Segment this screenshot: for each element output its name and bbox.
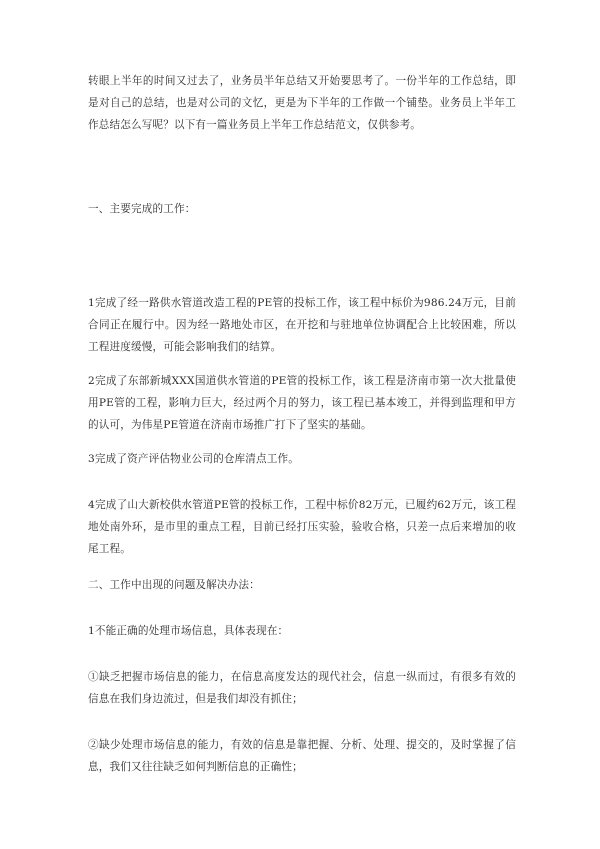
problem-subitem-1: ①缺乏把握市场信息的能力，在信息高度发达的现代社会，信息一纵而过，有很多有效的信息在我们身边流过，但是我们却没有抓住； bbox=[88, 671, 516, 705]
work-item-1: 1完成了经一路供水管道改造工程的PE管的投标工作，该工程中标价为986.24万元，目前合同正在履行中。因为经一路地处市区，在开挖和与驻地单位协调配合上比较困难，所以工程进度缓慢，可能会影响我们的结算。 bbox=[88, 297, 516, 353]
work-item-2: 2完成了东部新城XXX国道供水管道的PE管的投标工作，该工程是济南市第一次大批量使用PE管的工程，影响力巨大，经过两个月的努力，该工程已基本竣工，并得到监理和甲方的认可，为伟星PE管道在济南市场推广打下了坚实的基础。 bbox=[88, 375, 516, 431]
section-heading-problems: 二、工作中出现的问题及解决办法： bbox=[88, 579, 260, 591]
problem-subitem-2: ②缺少处理市场信息的能力，有效的信息是靠把握、分析、处理、提交的，及时掌握了信息，我们又往往缺乏如何判断信息的正确性； bbox=[88, 739, 516, 773]
work-item-4: 4完成了山大新校供水管道PE管的投标工作，工程中标价82万元，已履约62万元，该工程地处南外环，是市里的重点工程，目前已经打压实验，验收合格，只差一点后来增加的收尾工程。 bbox=[88, 499, 516, 555]
problem-item-1: 1不能正确的处理市场信息，具体表现在： bbox=[88, 625, 289, 637]
work-item-3: 3完成了资产评估物业公司的仓库清点工作。 bbox=[88, 453, 300, 465]
section-heading-main-work: 一、主要完成的工作： bbox=[88, 203, 196, 215]
intro-paragraph: 转眼上半年的时间又过去了，业务员半年总结又开始要思考了。一份半年的工作总结，即是对自己的总结，也是对公司的文忆，更是为下半年的工作做一个铺垫。业务员上半年工作总结怎么写呢？以下有一篇业务员上半年工作总结范文，仅供参考。 bbox=[88, 75, 516, 131]
